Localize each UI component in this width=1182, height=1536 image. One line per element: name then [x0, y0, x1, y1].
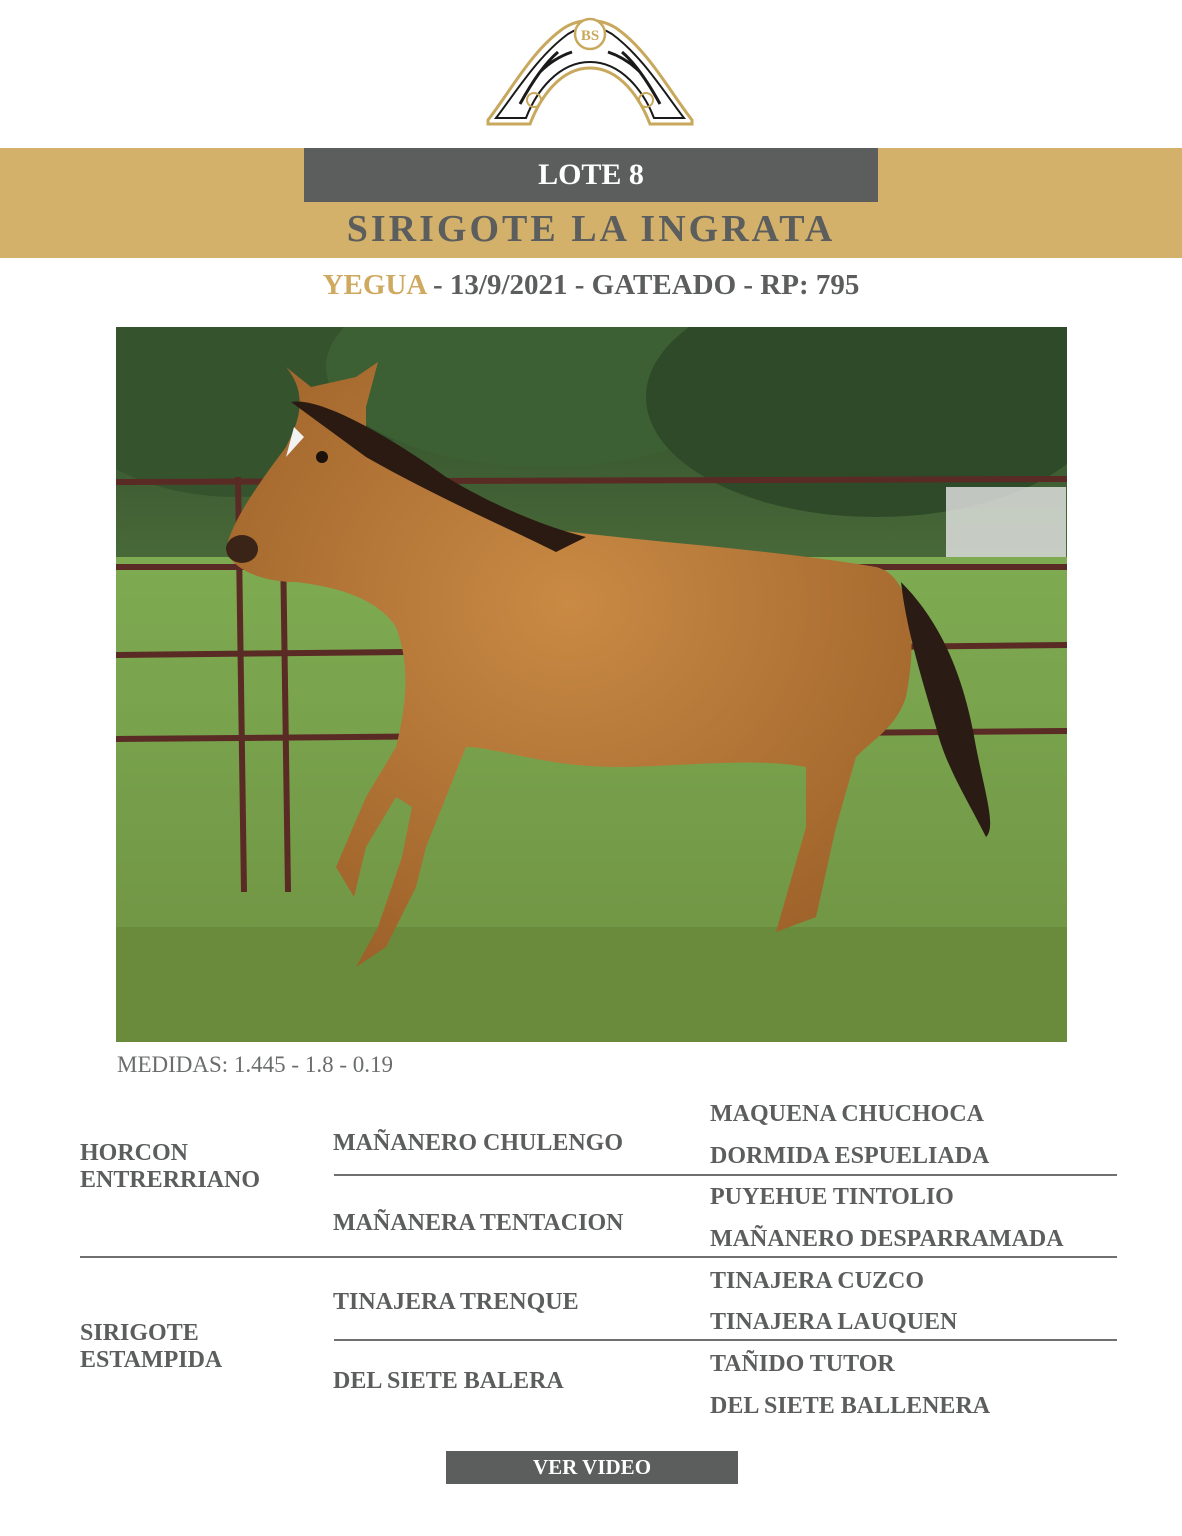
pedigree-divider: [80, 1256, 1117, 1258]
pedigree-divider: [334, 1174, 1117, 1176]
horseshoe-logo-icon: [480, 12, 700, 130]
horse-sex: YEGUA: [322, 269, 426, 301]
pedigree-sire: [80, 1140, 310, 1194]
pedigree-sire-sire: MAÑANERO CHULENGO: [333, 1130, 624, 1156]
pedigree-dam-name: SIRIGOTE ESTAMPIDA: [80, 1320, 223, 1373]
horse-image: [116, 327, 1067, 1042]
ver-video-button[interactable]: VER VIDEO: [446, 1451, 738, 1484]
pedigree-divider: [334, 1339, 1117, 1341]
pedigree-dam-sire: TINAJERA TRENQUE: [333, 1289, 579, 1315]
horse-birth-coat-rp: - 13/9/2021 - GATEADO - RP: 795: [425, 269, 860, 301]
pedigree-ds-dam: TINAJERA LAUQUEN: [710, 1309, 958, 1335]
medidas-text: MEDIDAS: 1.445 - 1.8 - 0.19: [117, 1052, 393, 1077]
pedigree-sd-sire: PUYEHUE TINTOLIO: [710, 1184, 954, 1210]
pedigree-dd-sire: TAÑIDO TUTOR: [710, 1351, 895, 1377]
horse-details: [0, 265, 1182, 305]
pedigree-ss-dam: DORMIDA ESPUELIADA: [710, 1143, 990, 1169]
pedigree-dam: [80, 1320, 310, 1374]
horse-photo: [116, 327, 1067, 1042]
pedigree-dam-dam: DEL SIETE BALERA: [333, 1368, 564, 1394]
pedigree-sire-name: HORCON ENTRERRIANO: [80, 1140, 261, 1193]
logo-monogram: BS: [580, 28, 600, 44]
pedigree-dd-dam: DEL SIETE BALLENERA: [710, 1393, 991, 1419]
pedigree-ss-sire: MAQUENA CHUCHOCA: [710, 1101, 984, 1127]
pedigree-sd-dam: MAÑANERO DESPARRAMADA: [710, 1226, 1064, 1252]
horse-name: SIRIGOTE LA INGRATA: [346, 208, 836, 250]
pedigree-sire-dam: MAÑANERA TENTACION: [333, 1210, 624, 1236]
pedigree-ds-sire: TINAJERA CUZCO: [710, 1268, 925, 1294]
lot-label: LOTE 8: [304, 148, 878, 202]
